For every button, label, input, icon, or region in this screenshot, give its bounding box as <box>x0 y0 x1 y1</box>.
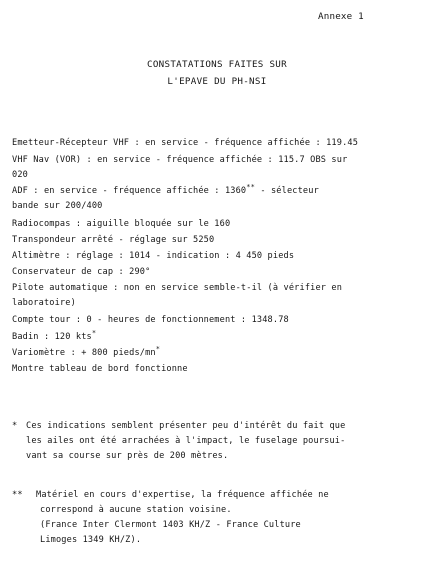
finding-text: Montre tableau de bord fonctionne <box>12 364 188 374</box>
footnote-mark: ** <box>12 490 23 500</box>
finding-autopilot <box>12 283 342 308</box>
finding-text: Pilote automatique : non en service semble-t-il (à vérifier en <box>12 283 343 293</box>
finding-text: Compte tour : 0 - heures de fonctionnement : 1348.78 <box>12 315 289 325</box>
footnote-line: Ces indications semblent présenter peu d'intérêt du fait que <box>26 421 346 431</box>
finding-continuation: laboratoire) <box>12 298 76 308</box>
footnote-line: (France Inter Clermont 1403 KH/Z - France Culture <box>40 520 301 530</box>
finding-text: ADF : en service - fréquence affichée : 1360 <box>12 186 247 196</box>
finding-continuation: bande sur 200/400 <box>12 201 103 211</box>
finding-text: Altimètre : réglage : 1014 - indication : 4 450 pieds <box>12 251 295 261</box>
finding-text: Transpondeur arrêté - réglage sur 5250 <box>12 235 215 245</box>
finding-vhf-nav <box>12 155 347 180</box>
footnote-line: les ailes ont été arrachées à l'impact, le fuselage poursui- <box>26 436 346 446</box>
finding-transponder <box>12 235 214 245</box>
footnote-line: correspond à aucune station voisine. <box>40 505 232 515</box>
finding-adf <box>12 183 319 211</box>
finding-heading-indicator <box>12 267 150 277</box>
footnote-double-star <box>12 490 329 545</box>
footnote-line: vant sa course sur près de 200 mètres. <box>26 451 229 461</box>
footnote-line: Limoges 1349 KH/Z). <box>40 535 142 545</box>
finding-text: Variomètre : + 800 pieds/mn <box>12 348 156 358</box>
footnote-single-star <box>12 421 346 461</box>
finding-text-after: - sélecteur <box>255 186 319 196</box>
footnote-mark: * <box>12 421 18 431</box>
finding-text: Badin : 120 kts <box>12 332 92 342</box>
finding-altimeter <box>12 251 294 261</box>
footnote-marker: * <box>91 329 97 337</box>
document-title-line-2: L'EPAVE DU PH-NSI <box>167 76 267 87</box>
footnote-marker: * <box>155 345 161 353</box>
finding-clock <box>12 364 188 374</box>
finding-text: Emetteur-Récepteur VHF : en service - fréquence affichée : 119.45 <box>12 138 359 148</box>
finding-airspeed-indicator <box>12 329 97 342</box>
finding-text: Radiocompas : aiguille bloquée sur le 160 <box>12 219 231 229</box>
finding-continuation: 020 <box>12 170 28 180</box>
footnote-line: Matériel en cours d'expertise, la fréquence affichée ne <box>36 490 329 500</box>
finding-radiocompass <box>12 219 230 229</box>
finding-text: VHF Nav (VOR) : en service - fréquence affichée : 115.7 OBS sur <box>12 155 348 165</box>
footnote-marker: ** <box>246 183 255 191</box>
finding-text: Conservateur de cap : 290° <box>12 267 151 277</box>
finding-tachometer <box>12 315 289 325</box>
document-title-line-1: CONSTATATIONS FAITES SUR <box>147 59 287 70</box>
finding-vertical-speed-indicator <box>12 345 161 358</box>
annex-label: Annexe 1 <box>318 11 364 22</box>
finding-vhf-transceiver <box>12 138 358 148</box>
